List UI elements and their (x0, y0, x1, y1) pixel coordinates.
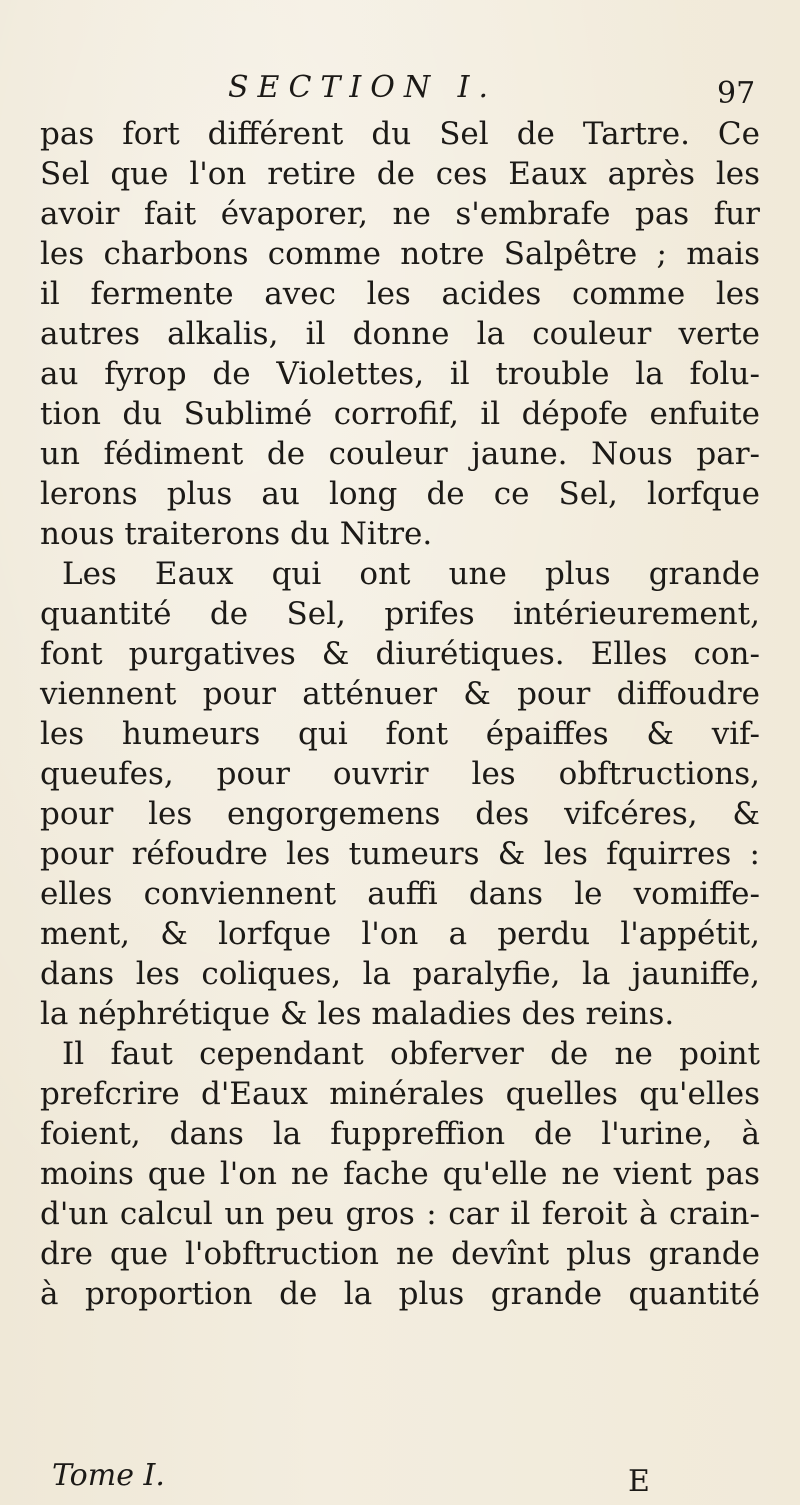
text-line: pour réfoudre les tumeurs & les fquirres : (40, 836, 760, 872)
text-line: nous traiterons du Nitre. (40, 516, 433, 552)
running-head: SECTION I. (228, 70, 498, 105)
text-line: d'un calcul un peu gros : car il feroit à crain- (40, 1196, 760, 1232)
text-line: autres alkalis, il donne la couleur verte (40, 316, 760, 352)
body-text (40, 114, 760, 1314)
text-line: il fermente avec les acides comme les (40, 276, 760, 312)
text-line: ment, & lorfque l'on a perdu l'appétit, (40, 916, 760, 952)
page-header (0, 70, 800, 110)
text-line: à proportion de la plus grande quantité (40, 1276, 760, 1312)
text-line: un fédiment de couleur jaune. Nous par- (40, 436, 760, 472)
text-line: viennent pour atténuer & pour diffoudre (40, 676, 760, 712)
text-line: font purgatives & diurétiques. Elles con- (40, 636, 760, 672)
text-line: les humeurs qui font épaiffes & vif- (40, 716, 760, 752)
text-line: avoir fait évaporer, ne s'embrafe pas fur (40, 196, 760, 232)
volume-label: Tome I. (52, 1458, 165, 1493)
text-line: queufes, pour ouvrir les obftructions, (40, 756, 760, 792)
text-line: la néphrétique & les maladies des reins. (40, 996, 675, 1032)
text-line: tion du Sublimé corrofif, il dépofe enfuite (40, 396, 760, 432)
text-line: foient, dans la fuppreffion de l'urine, à (40, 1116, 760, 1152)
text-line: Sel que l'on retire de ces Eaux après les (40, 156, 760, 192)
signature-mark: E (628, 1464, 650, 1499)
text-line: au fyrop de Violettes, il trouble la folu- (40, 356, 760, 392)
text-line: pas fort différent du Sel de Tartre. Ce (40, 116, 760, 152)
text-line: Il faut cependant obferver de ne point (62, 1036, 760, 1072)
text-line: prefcrire d'Eaux minérales quelles qu'elles (40, 1076, 760, 1112)
text-line: dans les coliques, la paralyfie, la jauniffe, (40, 956, 760, 992)
page-number: 97 (717, 76, 756, 111)
text-line: moins que l'on ne fache qu'elle ne vient pas (40, 1156, 760, 1192)
page-footer (0, 1458, 800, 1498)
text-line: lerons plus au long de ce Sel, lorfque (40, 476, 760, 512)
text-line: elles conviennent auffi dans le vomiffe- (40, 876, 760, 912)
text-line: pour les engorgemens des vifcéres, & (40, 796, 760, 832)
text-line: dre que l'obftruction ne devînt plus grande (40, 1236, 760, 1272)
text-line: les charbons comme notre Salpêtre ; mais (40, 236, 760, 272)
text-line: Les Eaux qui ont une plus grande (62, 556, 760, 592)
text-line: quantité de Sel, prifes intérieurement, (40, 596, 760, 632)
